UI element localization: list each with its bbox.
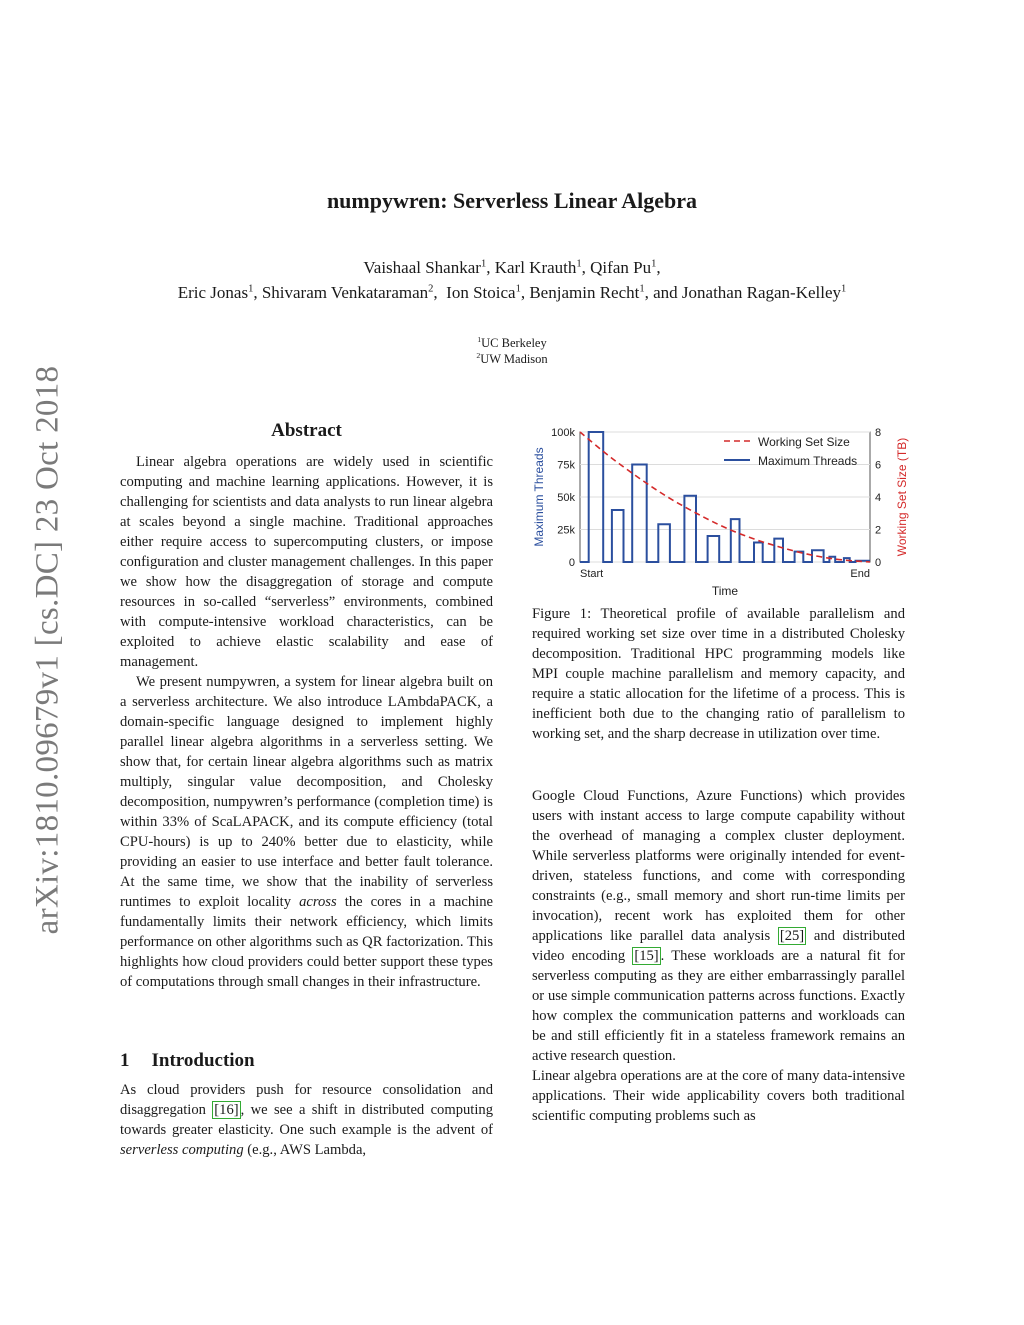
citation-25[interactable]: [25]: [779, 928, 805, 944]
author-affiliation-mark: 2: [428, 283, 434, 295]
legend-working-set-label: Working Set Size: [758, 435, 850, 449]
right-axis-ticks: [875, 427, 881, 569]
affiliation-1: $^1$UC Berkeley: [477, 334, 547, 350]
right-paragraph-2: Linear algebra operations are at the core of many data-intensive applications. Their wide applicability covers both traditional scientific computing problems such as: [532, 1068, 905, 1124]
affiliation-2: $^2$UW Madison: [476, 350, 548, 366]
abstract-body: [120, 452, 493, 992]
paper-title: numpywren: Serverless Linear Algebra: [326, 188, 698, 213]
right-tick-label: 6: [875, 459, 882, 472]
author-affiliation-mark: 1: [515, 283, 521, 295]
right-tick-label: 4: [875, 492, 882, 504]
arxiv-sidebar: [28, 360, 68, 940]
right-tick-label: 2: [875, 524, 882, 537]
author-line-1: Vaishaal Shankar$^1$, Karl Krauth$^1$, Qifan Pu$^1$,: [363, 258, 661, 277]
abstract-paragraph-1: Linear algebra operations are widely used in scientific computing and machine learning applications. However, it is challenging for scientists and data analysts to run linear algebra at scales beyond a single machine. Traditional approaches either require access to supercomputing clusters, or impose configuration and cluster management challenges. In this paper we show how the disaggregation of storage and compute resources in so-called “serverless” environments, combined with compute-intensive workload characteristics, can be exploited to achieve elastic scalability and ease of management.: [120, 454, 493, 670]
right-tick-label: 0: [875, 557, 882, 569]
abstract-paragraph-2: We present numpywren, a system for linear algebra built on a serverless architecture. We also introduce LAmbdaPACK, a domain-specific language designed to implement highly parallel linear algebra algorithms in a serverless setting. We show that, for certain linear algebra algorithms such as matrix multiply, singular value decomposition, and Cholesky decomposition, numpywren’s performance (completion time) is within 33% of ScaLAPACK, and its compute efficiency (total CPU-hours) is up to 240% better due to elasticity, while providing an easier to use interface and better fault tolerance. At the same time, we show that the inability of serverless runtimes to exploit locality across the cores in a machine fundamentally limits their network efficiency, which limits performance on other algorithms such as QR factorization. This highlights how cloud providers could better support these types of computations through small changes in their infrastructure.: [120, 674, 493, 990]
author-name: Benjamin Recht: [529, 283, 640, 302]
author-name: Karl Krauth: [494, 258, 577, 277]
x-axis-ticks: [580, 568, 870, 580]
author-name: Eric Jonas: [177, 283, 249, 302]
section-number: 1: [120, 1050, 130, 1071]
left-tick-label: 0: [568, 557, 575, 569]
section-title: Introduction: [151, 1050, 255, 1071]
y-axis-label-left: Maximum Threads: [532, 447, 546, 547]
x-tick-label: End: [850, 568, 870, 580]
right-tick-label: 8: [875, 427, 882, 439]
author-affiliation-mark: 1: [639, 283, 645, 295]
citation-16[interactable]: [16]: [214, 1102, 239, 1118]
x-tick-label: Start: [580, 568, 604, 580]
left-tick-label: 75k: [557, 459, 575, 472]
figure-1-chart: [528, 420, 913, 600]
author-name: Vaishaal Shankar: [363, 258, 481, 277]
legend: [724, 435, 857, 468]
x-axis-label: Time: [711, 584, 739, 598]
author-line-2: Eric Jonas$^1$, Shivaram Venkataraman$^2$, Ion Stoica$^1$, Benjamin Recht$^1$, and Jonathan Ragan-Kelley$^1$: [177, 283, 847, 302]
author-name: Jonathan Ragan-Kelley: [681, 283, 842, 302]
author-affiliation-mark: 1: [651, 258, 657, 270]
author-name: Qifan Pu: [590, 258, 652, 277]
author-name: Ion Stoica: [446, 283, 516, 302]
abstract-heading: Abstract: [271, 420, 342, 441]
figure-1-caption: Figure 1: Theoretical profile of available parallelism and required working set size over time in a distributed Cholesky decomposition. Traditional HPC programming models like MPI couple machine parallelism and memory capacity, and require a static allocation for the lifetime of a process. This is inefficient both due to the changing ratio of parallelism to working set, and the sharp decrease in utilization over time.: [532, 606, 905, 742]
author-affiliation-mark: 1: [248, 283, 254, 295]
legend-threads-label: Maximum Threads: [758, 454, 858, 468]
author-affiliation-mark: 1: [480, 258, 487, 270]
author-affiliation-mark: 1: [841, 283, 847, 295]
intro-paragraph: As cloud providers push for resource consolidation and disaggregation [16] , we see a shift in distributed computing towards greater elasticity. One such example is the advent of serverless computing (e.g., AWS Lambda,: [120, 1082, 493, 1158]
right-column-body: [532, 786, 905, 1126]
right-paragraph-1: Google Cloud Functions, Azure Functions) which provides users with instant access to large compute capability without the overhead of managing a complex cluster deployment. While serverless platforms were originally intended for event-driven, stateless functions, and come with corresponding constraints (e.g., small memory and short run-time limits per invocation), recent work has exploited them for other applications like parallel data analysis [25] and distributed video encoding [15] . These workloads are a natural fit for serverless computing as they are either embarrassingly parallel or use simple communication patterns across functions. Exactly how complex the communication patterns and workloads can be and still efficiently fit in a stateless framework remains an active research question.: [532, 788, 906, 1064]
author-affiliation-mark: 1: [576, 258, 582, 270]
section-heading-introduction: [120, 1050, 255, 1072]
y-axis-label-right: Working Set Size (TB): [895, 437, 909, 557]
arxiv-identifier: arXiv:1810.09679v1 [cs.DC] 23 Oct 2018: [29, 365, 66, 935]
left-tick-label: 50k: [557, 492, 575, 504]
citation-15[interactable]: [15]: [634, 948, 659, 964]
left-tick-label: 25k: [557, 524, 575, 537]
author-name: Shivaram Venkataraman: [261, 283, 429, 302]
left-axis-ticks: [551, 427, 575, 569]
left-tick-label: 100k: [551, 427, 575, 439]
